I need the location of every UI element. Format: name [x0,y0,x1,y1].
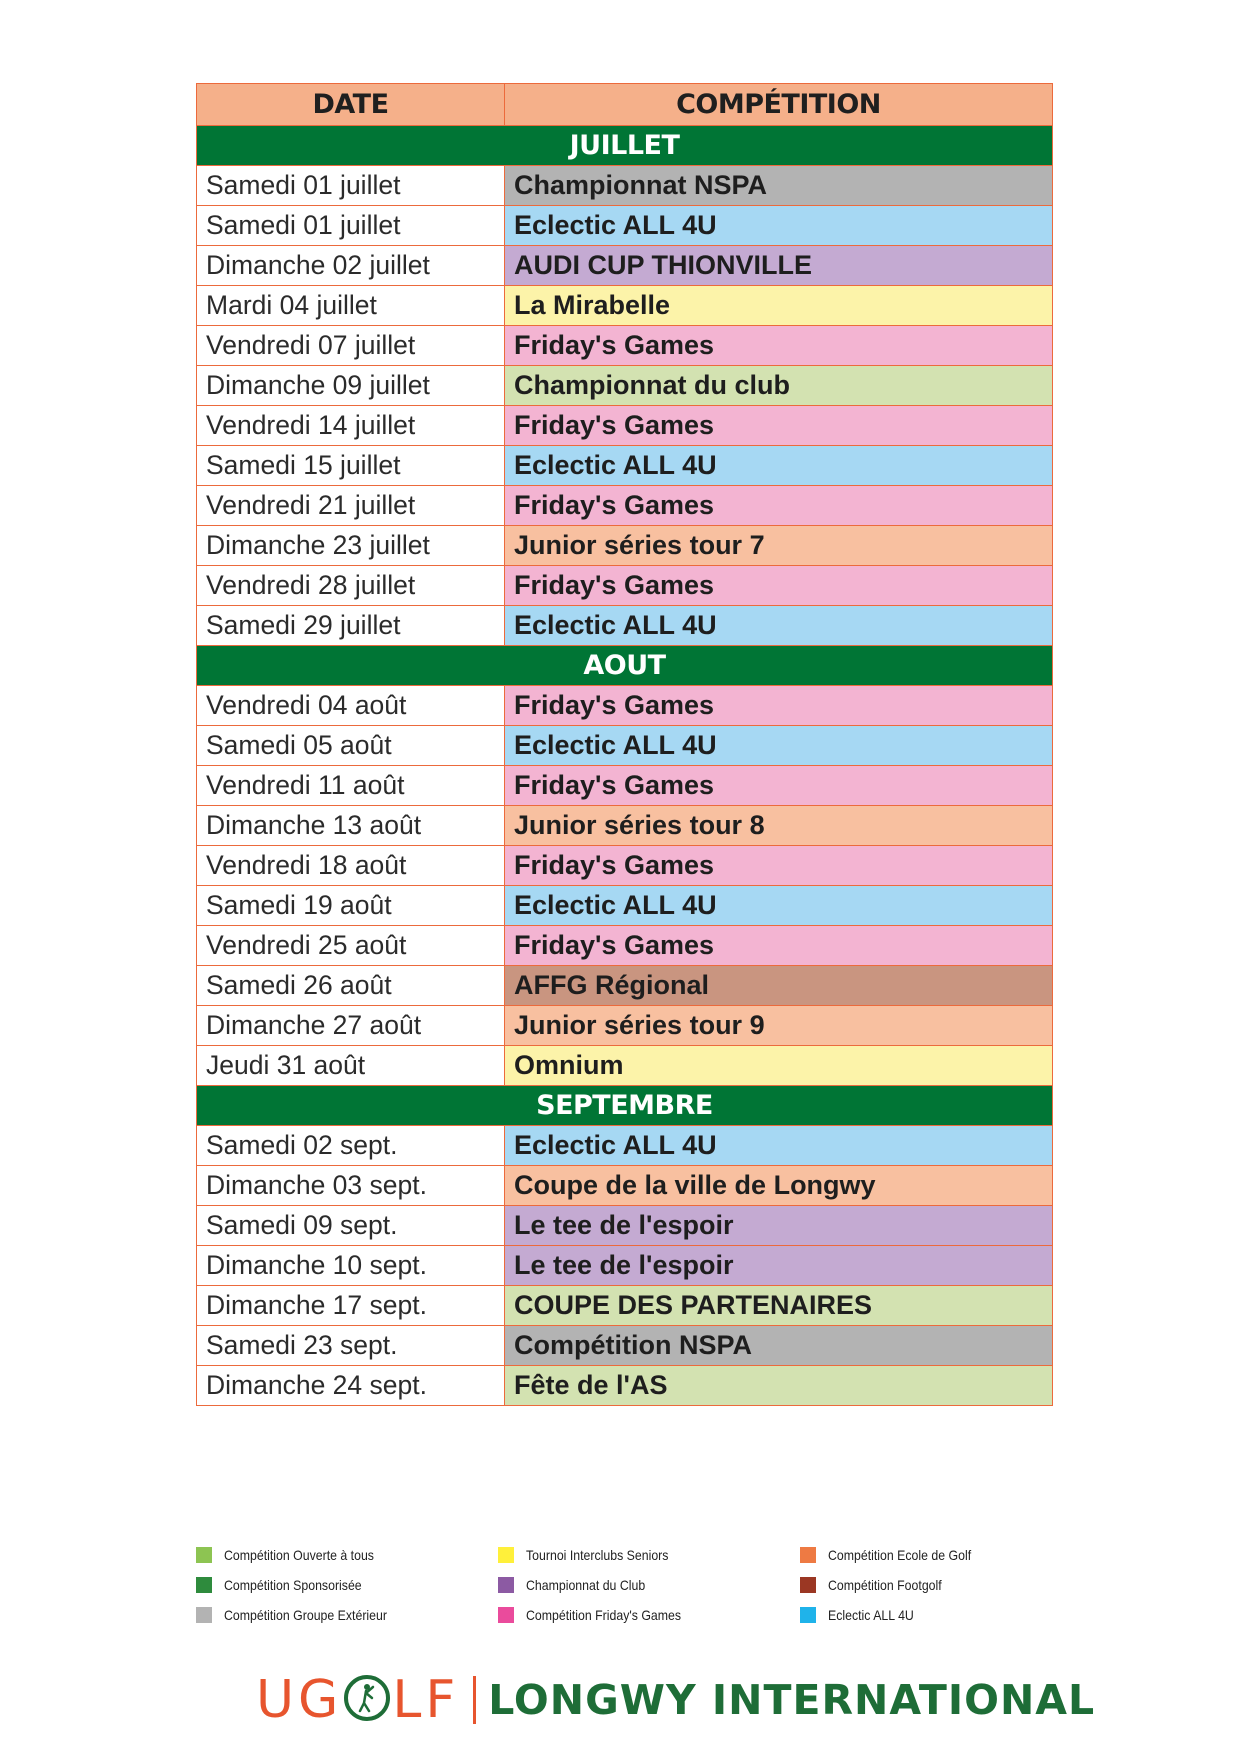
competition-cell: Friday's Games [505,566,1053,606]
month-heading: SEPTEMBRE [197,1086,1053,1126]
date-cell: Vendredi 04 août [197,686,505,726]
date-cell: Dimanche 10 sept. [197,1246,505,1286]
table-row [197,486,1053,526]
competition-cell: Friday's Games [505,406,1053,446]
date-cell: Dimanche 17 sept. [197,1286,505,1326]
table-row [197,966,1053,1006]
date-cell: Samedi 23 sept. [197,1326,505,1366]
legend-label: Compétition Sponsorisée [224,1577,362,1593]
legend-swatch [196,1607,212,1623]
legend-item [800,1544,991,1566]
legend-label: Compétition Footgolf [828,1577,942,1593]
table-row [197,446,1053,486]
date-cell: Samedi 01 juillet [197,166,505,206]
competition-cell: Eclectic ALL 4U [505,726,1053,766]
table-row [197,1366,1053,1406]
date-cell: Samedi 15 juillet [197,446,505,486]
competition-cell: AFFG Régional [505,966,1053,1006]
competition-cell: Friday's Games [505,686,1053,726]
competition-cell: Eclectic ALL 4U [505,886,1053,926]
competition-cell: Friday's Games [505,766,1053,806]
table-header-row [197,84,1053,126]
competition-cell: Le tee de l'espoir [505,1206,1053,1246]
legend-item [498,1544,688,1566]
table-row [197,806,1053,846]
competition-schedule-table [196,83,1053,1406]
competition-cell: La Mirabelle [505,286,1053,326]
date-cell: Samedi 09 sept. [197,1206,505,1246]
competition-cell: Friday's Games [505,486,1053,526]
date-cell: Samedi 05 août [197,726,505,766]
competition-cell: Fête de l'AS [505,1366,1053,1406]
legend-swatch [800,1577,816,1593]
table-row [197,206,1053,246]
date-cell: Mardi 04 juillet [197,286,505,326]
competition-cell: Friday's Games [505,926,1053,966]
legend [196,1544,1056,1654]
legend-item [498,1604,702,1626]
legend-swatch [498,1577,514,1593]
table-row [197,406,1053,446]
month-row [197,646,1053,686]
competition-cell: Eclectic ALL 4U [505,446,1053,486]
month-row [197,126,1053,166]
date-cell: Vendredi 07 juillet [197,326,505,366]
date-cell: Dimanche 24 sept. [197,1366,505,1406]
date-cell: Samedi 02 sept. [197,1126,505,1166]
table-row [197,326,1053,366]
date-cell: Vendredi 28 juillet [197,566,505,606]
date-cell: Dimanche 27 août [197,1006,505,1046]
legend-swatch [498,1607,514,1623]
competition-column-header: COMPÉTITION [505,84,1053,126]
ugolf-wordmark-right: LF [392,1670,460,1730]
legend-label: Compétition Friday's Games [526,1607,682,1623]
competition-cell: Junior séries tour 8 [505,806,1053,846]
table-row [197,1246,1053,1286]
table-row [197,566,1053,606]
table-row [197,1046,1053,1086]
competition-cell: AUDI CUP THIONVILLE [505,246,1053,286]
legend-swatch [196,1547,212,1563]
competition-cell: Championnat NSPA [505,166,1053,206]
legend-item [800,1604,926,1626]
date-cell: Vendredi 18 août [197,846,505,886]
date-column-header: DATE [197,84,505,126]
date-cell: Samedi 19 août [197,886,505,926]
table-row [197,766,1053,806]
month-heading: JUILLET [197,126,1053,166]
legend-item [196,1544,394,1566]
table-row [197,606,1053,646]
table-row [197,1206,1053,1246]
date-cell: Dimanche 13 août [197,806,505,846]
legend-label: Compétition Ouverte à tous [224,1547,374,1563]
legend-swatch [196,1577,212,1593]
table-row [197,1166,1053,1206]
table-row [197,246,1053,286]
date-cell: Dimanche 03 sept. [197,1166,505,1206]
table-row [197,1126,1053,1166]
date-cell: Vendredi 14 juillet [197,406,505,446]
date-cell: Dimanche 09 juillet [197,366,505,406]
table-row [197,686,1053,726]
legend-item [800,1574,957,1596]
table-row [197,366,1053,406]
table-row [197,166,1053,206]
date-cell: Dimanche 02 juillet [197,246,505,286]
date-cell: Jeudi 31 août [197,1046,505,1086]
competition-cell: Coupe de la ville de Longwy [505,1166,1053,1206]
table-row [197,926,1053,966]
month-row [197,1086,1053,1126]
legend-label: Compétition Groupe Extérieur [224,1607,387,1623]
legend-label: Compétition Ecole de Golf [828,1547,972,1563]
legend-item [196,1604,409,1626]
competition-cell: Eclectic ALL 4U [505,206,1053,246]
table-row [197,286,1053,326]
ugolf-wordmark-left: UG [256,1670,343,1730]
legend-swatch [800,1547,816,1563]
competition-cell: Junior séries tour 9 [505,1006,1053,1046]
date-cell: Samedi 29 juillet [197,606,505,646]
date-cell: Vendredi 25 août [197,926,505,966]
month-heading: AOUT [197,646,1053,686]
competition-cell: Junior séries tour 7 [505,526,1053,566]
competition-cell: Eclectic ALL 4U [505,606,1053,646]
table-row [197,1286,1053,1326]
legend-label: Eclectic ALL 4U [828,1607,914,1623]
competition-cell: COUPE DES PARTENAIRES [505,1286,1053,1326]
competition-cell: Friday's Games [505,326,1053,366]
table-row [197,1006,1053,1046]
legend-item [196,1574,380,1596]
legend-swatch [800,1607,816,1623]
club-name: LONGWY INTERNATIONAL [488,1676,1096,1724]
legend-label: Championnat du Club [526,1577,646,1593]
legend-swatch [498,1547,514,1563]
date-cell: Samedi 26 août [197,966,505,1006]
table-row [197,846,1053,886]
table-row [197,1326,1053,1366]
date-cell: Dimanche 23 juillet [197,526,505,566]
table-row [197,726,1053,766]
table-row [197,526,1053,566]
date-cell: Vendredi 21 juillet [197,486,505,526]
competition-cell: Omnium [505,1046,1053,1086]
golfer-icon [342,1673,392,1728]
competition-cell: Eclectic ALL 4U [505,1126,1053,1166]
competition-cell: Le tee de l'espoir [505,1246,1053,1286]
date-cell: Vendredi 11 août [197,766,505,806]
competition-cell: Friday's Games [505,846,1053,886]
brand-separator [473,1676,476,1724]
date-cell: Samedi 01 juillet [197,206,505,246]
legend-item [498,1574,661,1596]
brand-logo [256,1668,1095,1732]
table-row [197,886,1053,926]
competition-cell: Compétition NSPA [505,1326,1053,1366]
competition-cell: Championnat du club [505,366,1053,406]
legend-label: Tournoi Interclubs Seniors [526,1547,669,1563]
